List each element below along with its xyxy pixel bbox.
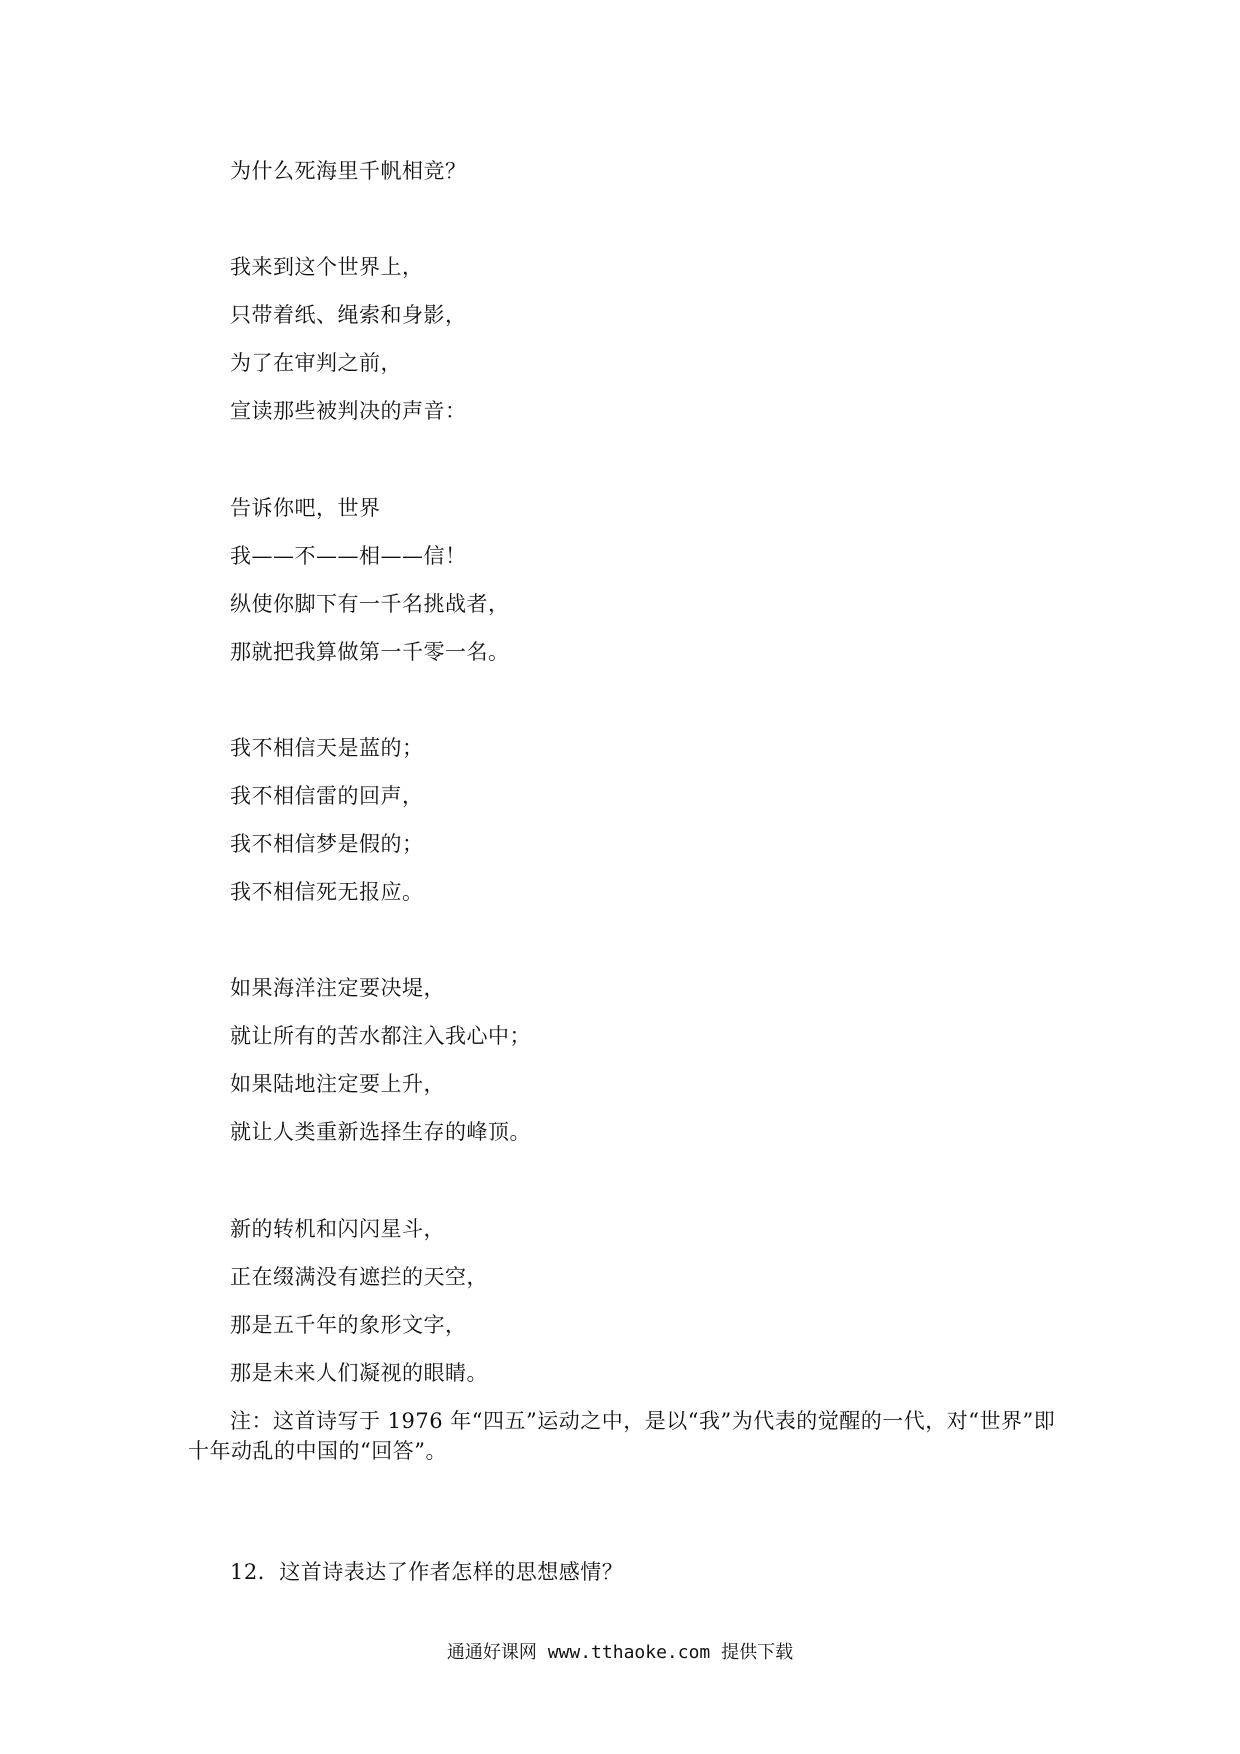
poem-line: 就让所有的苦水都注入我心中； <box>230 1024 531 1048</box>
poem-line: 如果陆地注定要上升， <box>230 1072 445 1096</box>
poem-note <box>188 1406 1068 1466</box>
question-12: 12．这首诗表达了作者怎样的思想感情？ <box>230 1560 624 1584</box>
poem-line: 我——不——相——信！ <box>230 544 467 568</box>
poem-line: 只带着纸、绳索和身影， <box>230 303 467 327</box>
page-footer: 通通好课网 www.tthaoke.com 提供下载 <box>446 1642 794 1663</box>
poem-line: 就让人类重新选择生存的峰顶。 <box>230 1120 531 1144</box>
poem-line: 如果海洋注定要决堤， <box>230 976 445 1000</box>
poem-line: 为了在审判之前， <box>230 351 402 375</box>
poem-line: 宣读那些被判决的声音： <box>230 399 467 423</box>
poem-line: 我不相信死无报应。 <box>230 880 424 904</box>
poem-line: 我来到这个世界上， <box>230 255 424 279</box>
poem-line: 我不相信天是蓝的； <box>230 736 424 760</box>
poem-line: 我不相信雷的回声， <box>230 784 424 808</box>
poem-line: 为什么死海里千帆相竞？ <box>230 159 467 183</box>
poem-line: 我不相信梦是假的； <box>230 832 424 856</box>
poem-line: 那就把我算做第一千零一名。 <box>230 640 510 664</box>
poem-line: 那是五千年的象形文字， <box>230 1313 467 1337</box>
poem-line: 新的转机和闪闪星斗， <box>230 1217 445 1241</box>
poem-line: 纵使你脚下有一千名挑战者， <box>230 592 510 616</box>
poem-line: 那是未来人们凝视的眼睛。 <box>230 1361 488 1385</box>
poem-line: 告诉你吧，世界 <box>230 496 381 520</box>
poem-note-text: 注：这首诗写于 1976 年“四五”运动之中，是以“我”为代表的觉醒的一代，对“世界”即十年动乱的中国的“回答”。 <box>188 1409 1056 1463</box>
poem-line: 正在缀满没有遮拦的天空， <box>230 1265 488 1289</box>
